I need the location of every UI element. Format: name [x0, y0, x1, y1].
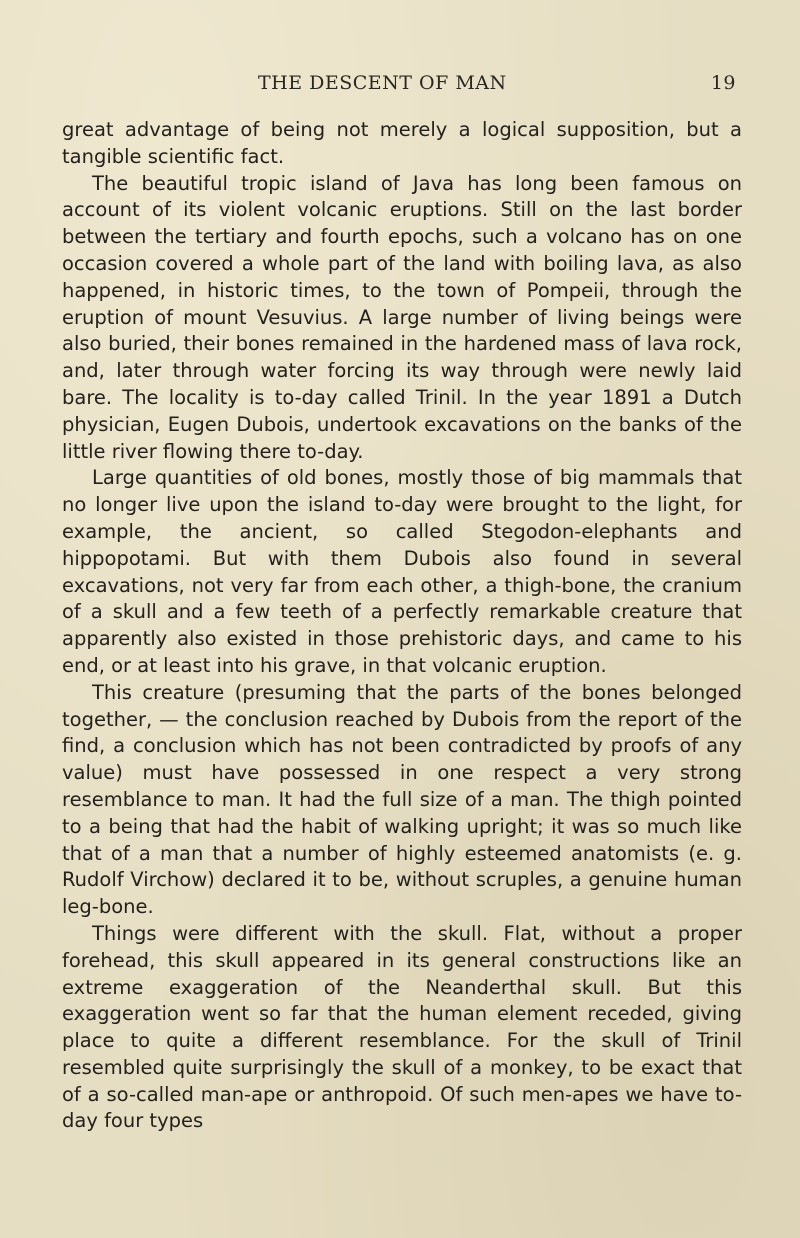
page-number: 19 [710, 72, 736, 94]
paragraph-java: The beautiful tropic island of Java has long been famous on account of its violent volcanic eruptions. Still on the last border between the tertiary and fourth epochs, such a volcano has on one occasion covered a whole part of the land with boiling lava, as also happened, in historic times, to the town of Pompeii, through the eruption of mount Vesuvius. A large number of living beings were also buried, their bones remained in the hardened mass of lava rock, and, later through water forcing its way through were newly laid bare. The locality is to-day called Trinil. In the year 1891 a Dutch physician, Eugen Dubois, undertook excavations on the banks of the little river flowing there to-day. [62, 171, 742, 463]
paragraph-skull: Things were different with the skull. Flat, without a proper forehead, this skull appeared in its general constructions like an extreme exaggeration of the Neanderthal skull. But this exaggeration went so far that the human element receded, giving place to quite a different resemblance. For the skull of Trinil resembled quite surprisingly the skull of a monkey, to be exact that of a so-called man-ape or anthropoid. Of such men-apes we have to-day four types [62, 921, 742, 1133]
page-header [62, 72, 736, 104]
paragraph-creature: This creature (presuming that the parts of the bones belonged together, — the conclusion reached by Dubois from the report of the find, a conclusion which has not been contradicted by proofs of any value) must have possessed in one respect a very strong resemblance to man. It had the full size of a man. The thigh pointed to a being that had the habit of walking upright; it was so much like that of a man that a number of highly esteemed anatomists (e. g. Rudolf Virchow) declared it to be, without scruples, a genuine human leg-bone. [62, 680, 742, 919]
body-text [62, 117, 742, 1135]
running-head: THE DESCENT OF MAN [258, 72, 507, 94]
paragraph-bones: Large quantities of old bones, mostly those of big mammals that no longer live upon the island to-day were brought to the light, for example, the ancient, so called Stegodon-elephants and hippopotami. But with them Dubois also found in several excavations, not very far from each other, a thigh-bone, the cranium of a skull and a few teeth of a perfectly remarkable creature that apparently also existed in those prehistoric days, and came to his end, or at least into his grave, in that volcanic eruption. [62, 466, 742, 677]
paragraph-continued: great advantage of being not merely a logical supposition, but a tangible scientific fact. [62, 118, 742, 168]
